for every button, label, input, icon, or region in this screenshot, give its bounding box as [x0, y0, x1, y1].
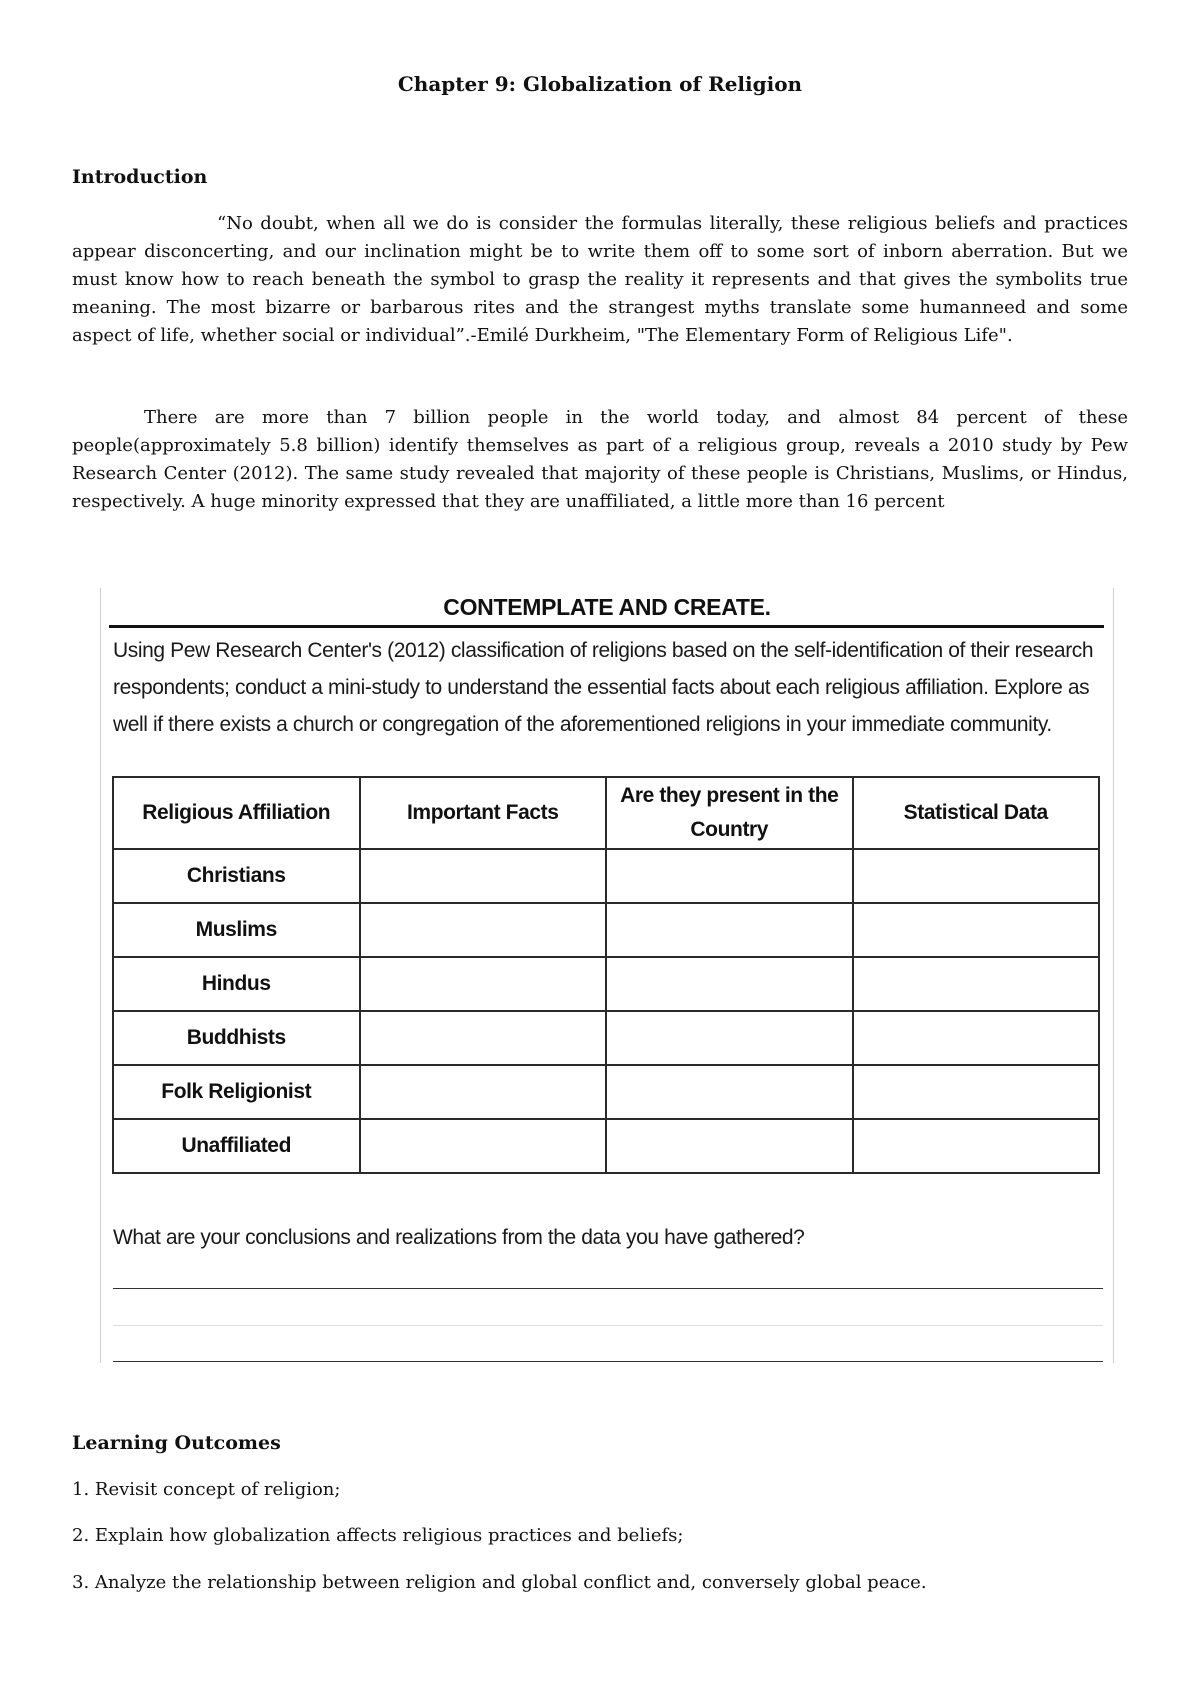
present-in-country-cell[interactable] — [606, 1119, 853, 1173]
learning-outcome-item: 3. Analyze the relationship between religion and global conflict and, conversely global peace. — [72, 1572, 927, 1593]
durkheim-quote-paragraph: “No doubt, when all we do is consider the formulas literally, these religious beliefs and practices appear disconcerting, and our inclination might be to write them off to some sort of inborn aberration. But we must know how to reach beneath the symbol to grasp the reality it represents and that gives the symbolits true meaning. The most bizarre or barbarous rites and the strangest myths translate some humanneed and some aspect of life, whether social or individual”.-Emilé Durkheim, "The Elementary Form of Religious Life". — [72, 213, 1128, 346]
table-row — [113, 903, 1099, 957]
answer-line[interactable] — [113, 1361, 1103, 1362]
present-in-country-cell[interactable] — [606, 957, 853, 1011]
statistical-data-cell[interactable] — [853, 1119, 1100, 1173]
learning-outcome-item: 1. Revisit concept of religion; — [72, 1479, 341, 1500]
header-statistical-data: Statistical Data — [853, 777, 1100, 849]
important-facts-cell[interactable] — [360, 849, 607, 903]
answer-line[interactable] — [113, 1325, 1103, 1326]
table-row — [113, 849, 1099, 903]
introduction-heading: Introduction — [72, 166, 208, 188]
present-in-country-cell[interactable] — [606, 1011, 853, 1065]
important-facts-cell[interactable] — [360, 957, 607, 1011]
contemplate-and-create-activity — [100, 588, 1114, 1363]
affiliation-name-cell: Hindus — [113, 957, 360, 1011]
important-facts-cell[interactable] — [360, 1119, 607, 1173]
answer-line[interactable] — [113, 1288, 1103, 1289]
table-row — [113, 1119, 1099, 1173]
affiliation-name-cell: Folk Religionist — [113, 1065, 360, 1119]
religious-affiliation-table — [112, 776, 1100, 1174]
present-in-country-cell[interactable] — [606, 849, 853, 903]
statistical-data-cell[interactable] — [853, 849, 1100, 903]
header-important-facts: Important Facts — [360, 777, 607, 849]
affiliation-name-cell: Christians — [113, 849, 360, 903]
table-row — [113, 1065, 1099, 1119]
learning-outcomes-heading: Learning Outcomes — [72, 1432, 281, 1454]
header-present-in-country: Are they present in the Country — [606, 777, 853, 849]
important-facts-cell[interactable] — [360, 1011, 607, 1065]
important-facts-cell[interactable] — [360, 903, 607, 957]
activity-title-divider — [109, 625, 1104, 628]
pew-study-paragraph: There are more than 7 billion people in the world today, and almost 84 percent of these people(approximately 5.8 billion) identify themselves as part of a religious group, reveals a 2010 study by Pew Research Center (2012). The same study revealed that majority of these people is Christians, Muslims, or Hindus, respectively. A huge minority expressed that they are unaffiliated, a little more than 16 percent — [72, 407, 1128, 512]
affiliation-name-cell: Unaffiliated — [113, 1119, 360, 1173]
table-row — [113, 957, 1099, 1011]
header-religious-affiliation: Religious Affiliation — [113, 777, 360, 849]
statistical-data-cell[interactable] — [853, 903, 1100, 957]
statistical-data-cell[interactable] — [853, 957, 1100, 1011]
chapter-title: Chapter 9: Globalization of Religion — [397, 72, 803, 96]
present-in-country-cell[interactable] — [606, 903, 853, 957]
table-row — [113, 1011, 1099, 1065]
present-in-country-cell[interactable] — [606, 1065, 853, 1119]
important-facts-cell[interactable] — [360, 1065, 607, 1119]
affiliation-name-cell: Buddhists — [113, 1011, 360, 1065]
activity-instructions: Using Pew Research Center's (2012) classification of religions based on the self-identification of their research respondents; conduct a mini-study to understand the essential facts about each religious affiliation. Explore as well if there exists a church or congregation of the aforementioned religions in your immediate community. — [113, 639, 1094, 736]
statistical-data-cell[interactable] — [853, 1011, 1100, 1065]
learning-outcome-item: 2. Explain how globalization affects religious practices and beliefs; — [72, 1525, 684, 1546]
conclusion-question: What are your conclusions and realizations from the data you have gathered? — [113, 1226, 805, 1249]
activity-title: CONTEMPLATE AND CREATE. — [443, 594, 771, 620]
affiliation-name-cell: Muslims — [113, 903, 360, 957]
table-header-row — [113, 777, 1099, 849]
statistical-data-cell[interactable] — [853, 1065, 1100, 1119]
